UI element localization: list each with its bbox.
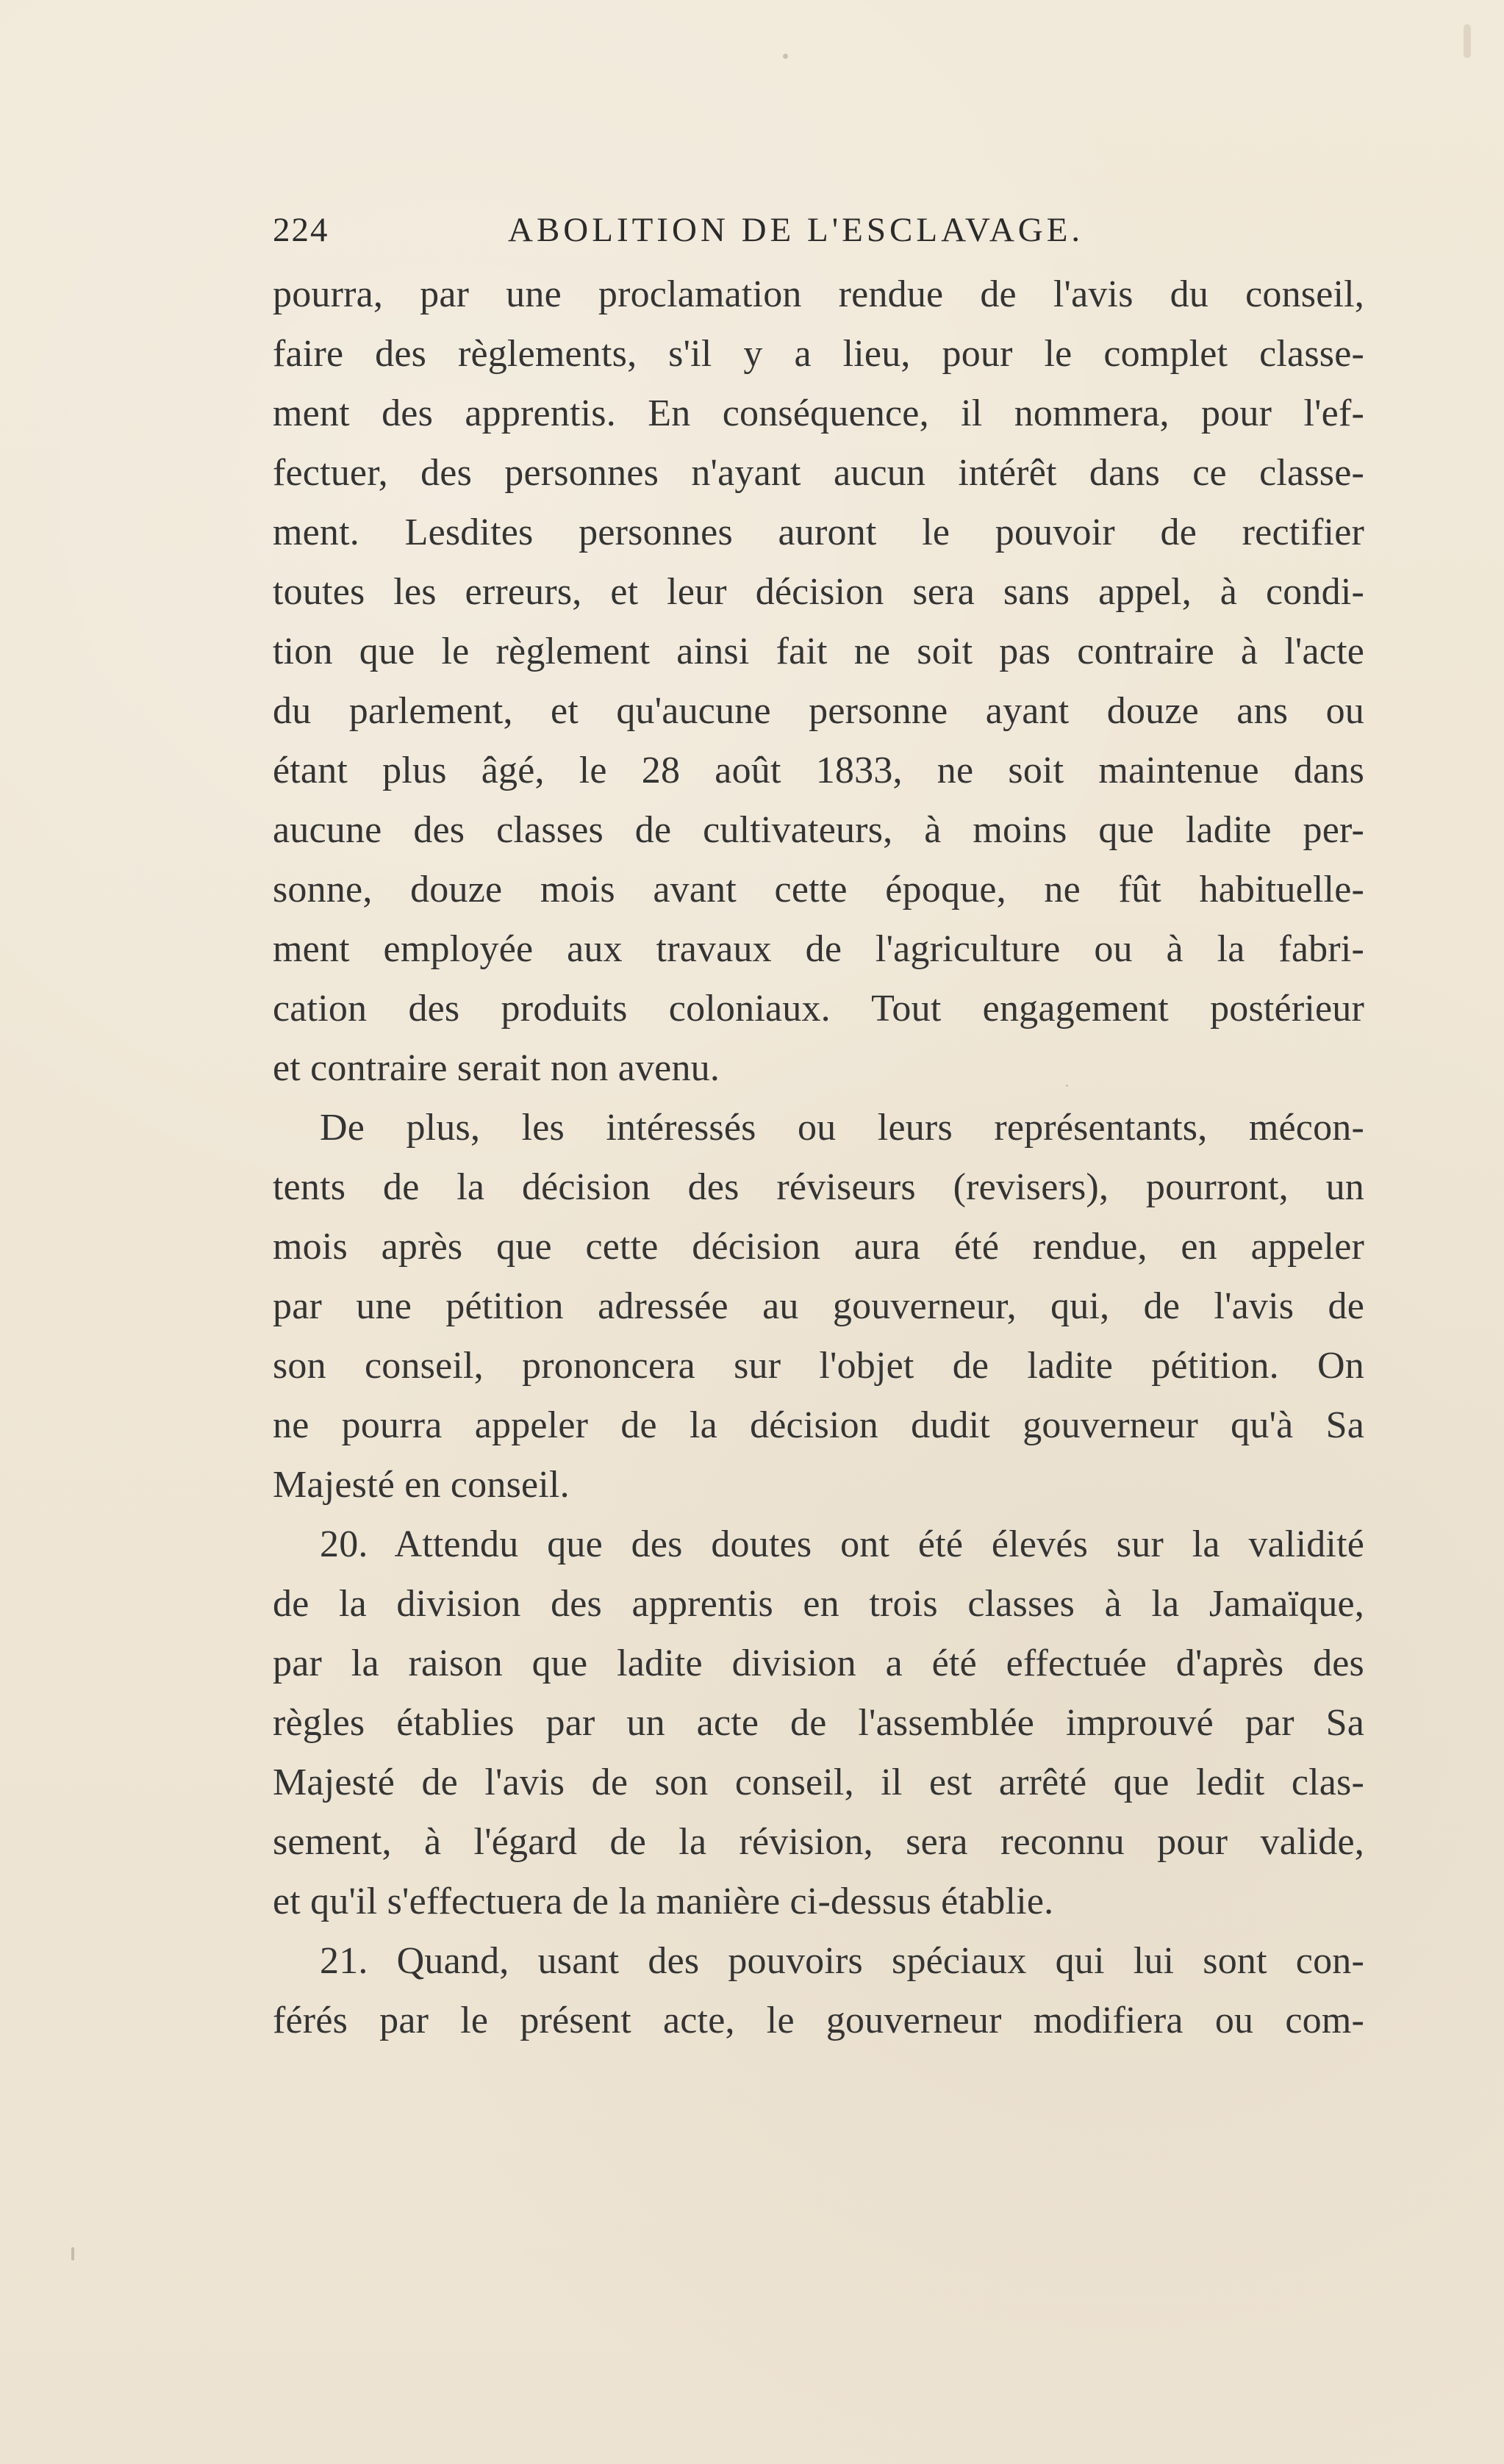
text-line: ment. Lesdites personnes auront le pouvoir de rectifier xyxy=(273,511,1364,553)
text-line: sement, à l'égard de la révision, sera reconnu pour valide, xyxy=(273,1821,1364,1863)
text-line: tion que le règlement ainsi fait ne soit pas contraire à l'acte xyxy=(273,631,1364,672)
text-line: de la division des apprentis en trois classes à la Jamaïque, xyxy=(273,1583,1364,1625)
text-line: cation des produits coloniaux. Tout engagement postérieur xyxy=(273,988,1364,1030)
page-header xyxy=(273,204,1134,256)
text-line: et qu'il s'effectuera de la manière ci-dessus établie. xyxy=(273,1881,1054,1922)
page-number: 224 xyxy=(273,211,329,249)
text-line: Majesté en conseil. xyxy=(273,1464,570,1506)
running-title: ABOLITION DE L'ESCLAVAGE. xyxy=(508,211,1084,249)
paper-speck xyxy=(783,54,788,59)
text-line: faire des règlements, s'il y a lieu, pour le complet classe- xyxy=(273,333,1364,375)
text-line: ne pourra appeler de la décision dudit gouverneur qu'à Sa xyxy=(273,1404,1364,1446)
text-line: 20. Attendu que des doutes ont été élevés sur la validité xyxy=(320,1523,1364,1565)
text-line: et contraire serait non avenu. xyxy=(273,1047,720,1089)
text-line: toutes les erreurs, et leur décision sera sans appel, à condi- xyxy=(273,571,1364,613)
text-line: Majesté de l'avis de son conseil, il est arrêté que ledit clas- xyxy=(273,1761,1364,1803)
paper-mark xyxy=(71,2247,74,2260)
text-line: du parlement, et qu'aucune personne ayant douze ans ou xyxy=(273,690,1364,732)
text-line: son conseil, prononcera sur l'objet de ladite pétition. On xyxy=(273,1345,1364,1387)
text-line: par une pétition adressée au gouverneur, qui, de l'avis de xyxy=(273,1285,1364,1327)
text-line: ment des apprentis. En conséquence, il nommera, pour l'ef- xyxy=(273,392,1364,434)
text-line: sonne, douze mois avant cette époque, ne fût habituelle- xyxy=(273,869,1364,910)
text-line: férés par le présent acte, le gouverneur modifiera ou com- xyxy=(273,2000,1364,2041)
text-line: aucune des classes de cultivateurs, à moins que ladite per- xyxy=(273,809,1364,851)
text-line: pourra, par une proclamation rendue de l'avis du conseil, xyxy=(273,273,1364,315)
text-line: 21. Quand, usant des pouvoirs spéciaux qui lui sont con- xyxy=(320,1940,1364,1982)
paper-stain xyxy=(1464,24,1471,58)
text-line: mois après que cette décision aura été rendue, en appeler xyxy=(273,1226,1364,1268)
text-line: De plus, les intéressés ou leurs représentants, mécon- xyxy=(320,1107,1364,1149)
text-line: règles établies par un acte de l'assemblée improuvé par Sa xyxy=(273,1702,1364,1744)
text-line: tents de la décision des réviseurs (revisers), pourront, un xyxy=(273,1166,1364,1208)
text-line: ment employée aux travaux de l'agriculture ou à la fabri- xyxy=(273,928,1364,970)
text-line: étant plus âgé, le 28 août 1833, ne soit maintenue dans xyxy=(273,750,1364,791)
text-line: fectuer, des personnes n'ayant aucun intérêt dans ce classe- xyxy=(273,452,1364,494)
text-line: par la raison que ladite division a été effectuée d'après des xyxy=(273,1642,1364,1684)
body-text xyxy=(273,265,1364,2087)
